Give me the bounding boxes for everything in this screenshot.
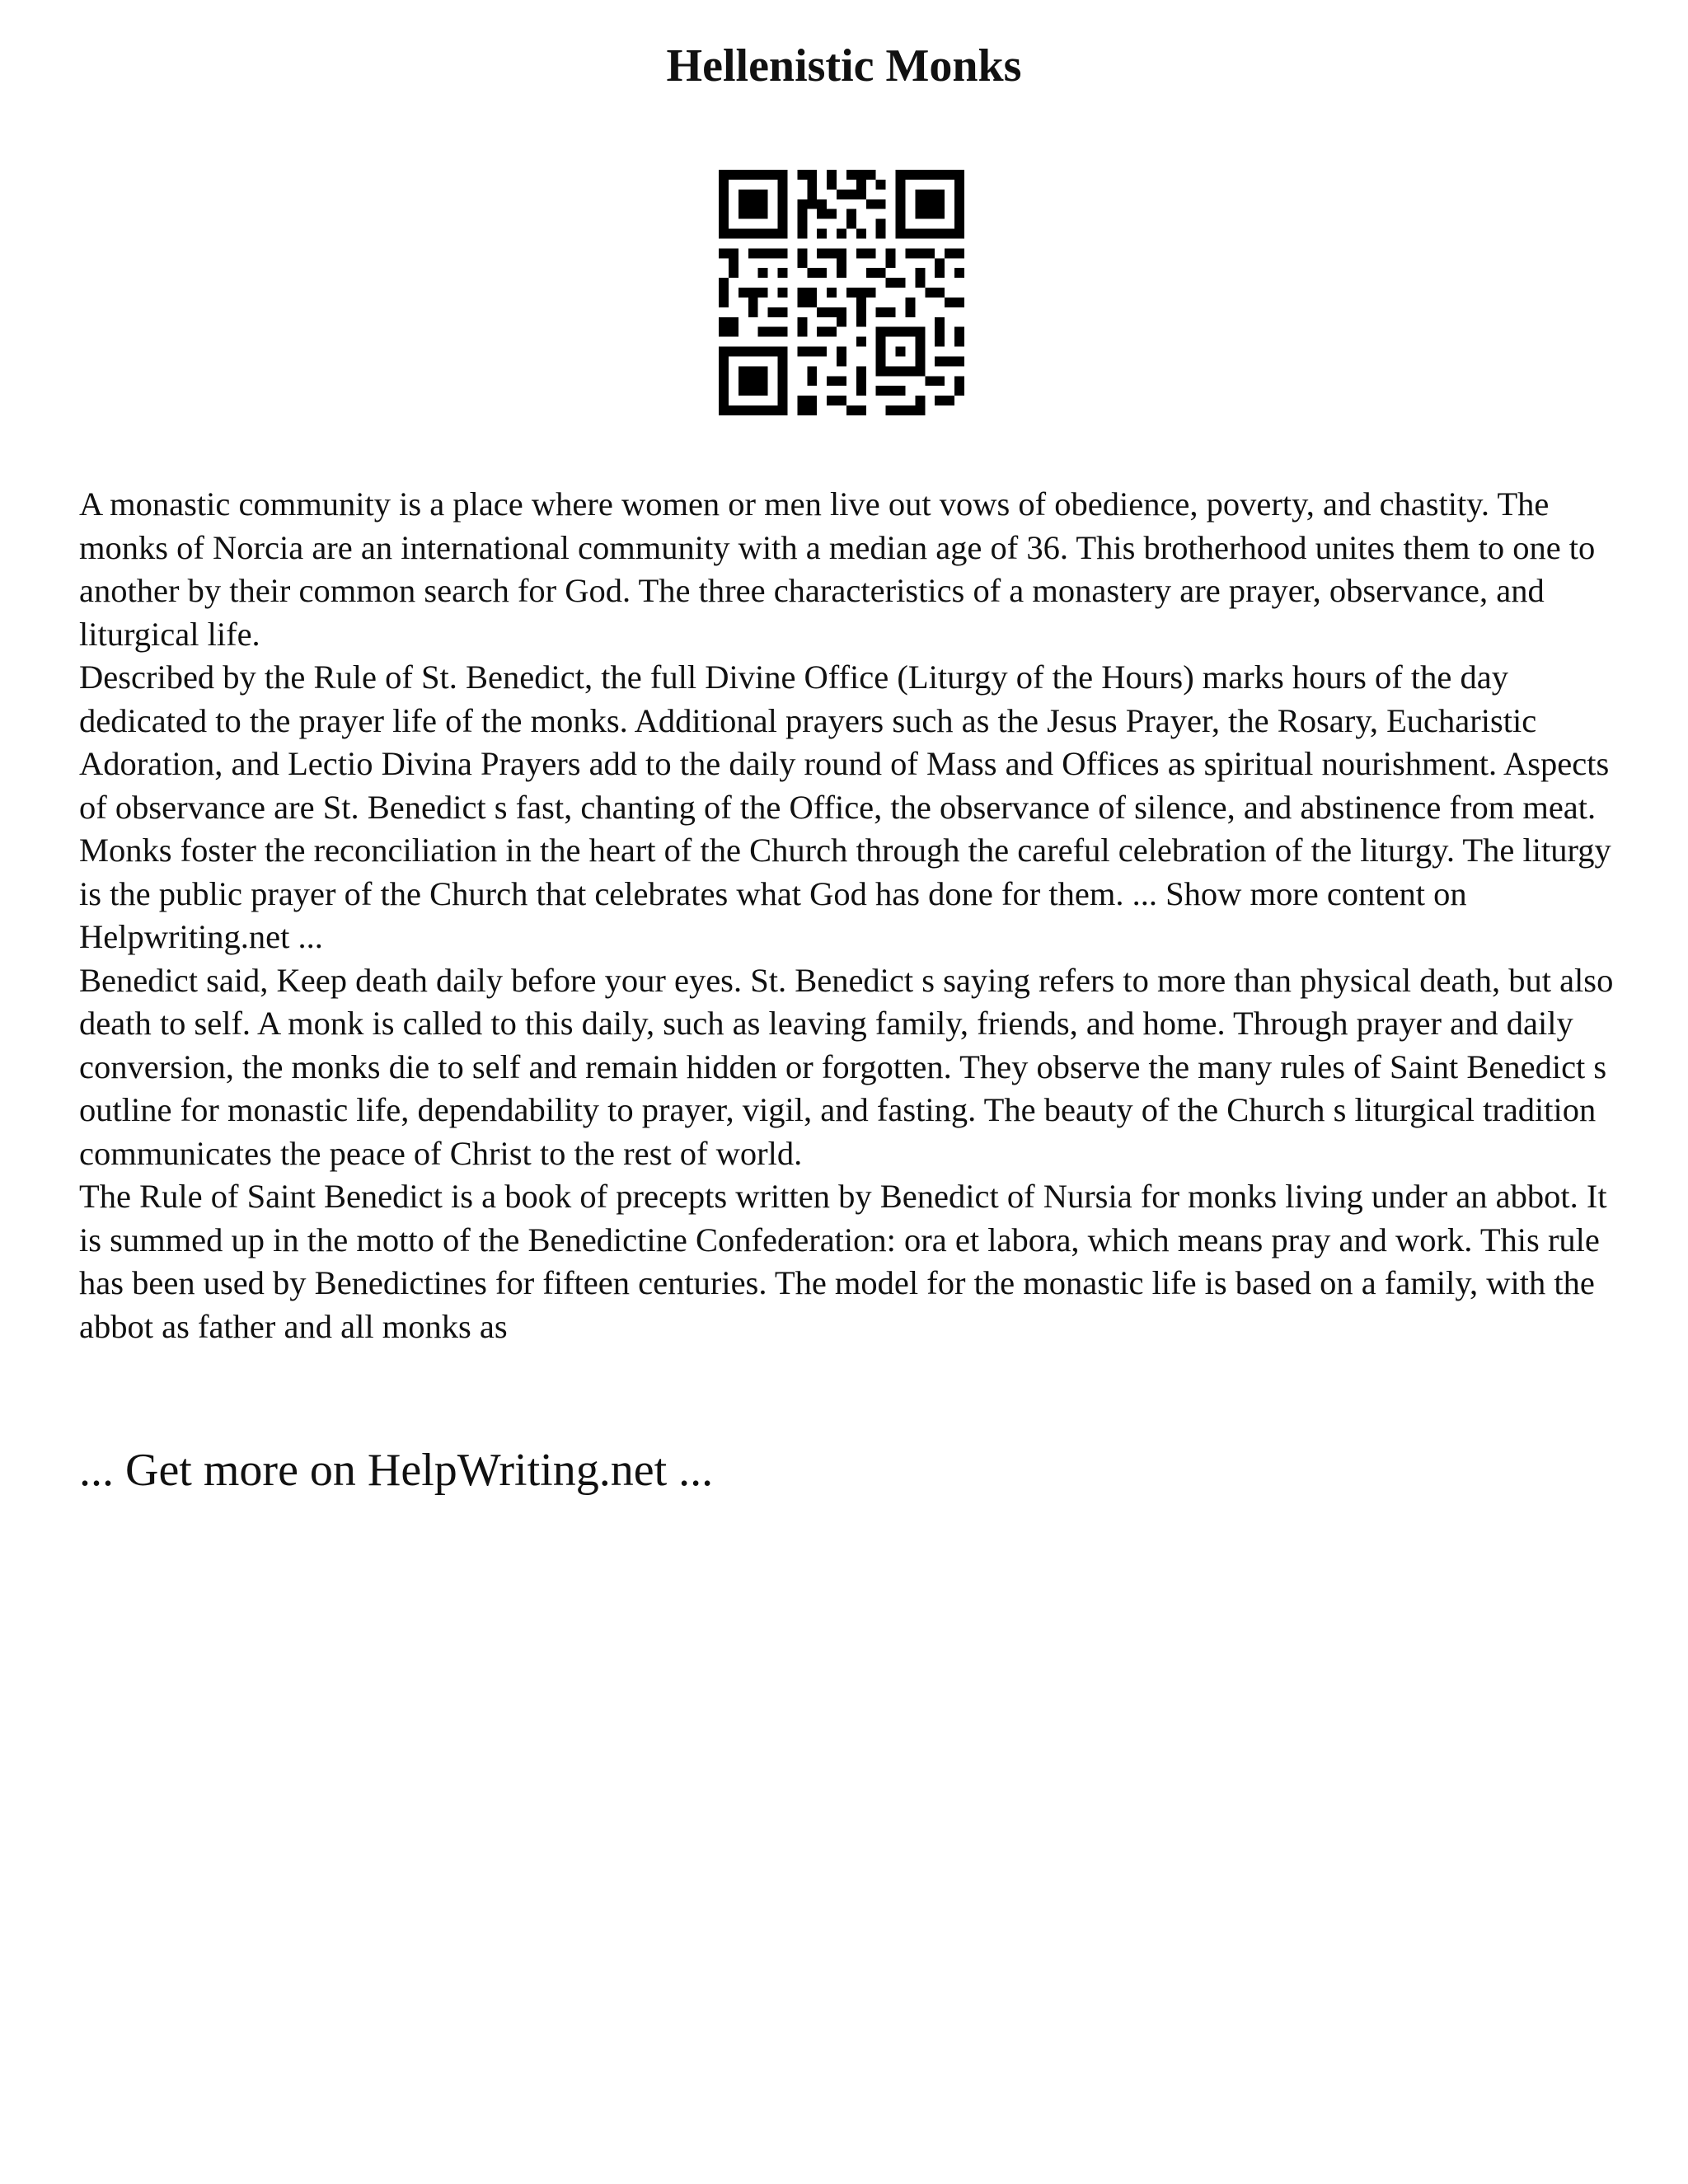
document-title: Hellenistic Monks (666, 40, 1022, 91)
paragraph: Described by the Rule of St. Benedict, the full Divine Office (Liturgy of the Hours) marks hours of the day dedicated to the prayer life of the monks. Additional prayers such as the Jesus Prayer, the Rosary, Eucharistic Adoration, and Lectio Divina Prayers add to the daily round of Mass and Offices as spiritual nourishment. Aspects of observance are St. Benedict s fast, chanting of the Office, the observance of silence, and abstinence from meat. Monks foster the reconciliation in the heart of the Church through the careful celebration of the liturgy. The liturgy is the public prayer of the Church that celebrates what God has done for them. ... Show more content on Helpwriting.net ... (79, 658, 1611, 955)
article-body (79, 483, 1620, 1348)
paragraph: Benedict said, Keep death daily before your eyes. St. Benedict s saying refers to more than physical death, but also death to self. A monk is called to this daily, such as leaving family, friends, and home. Through prayer and daily conversion, the monks die to self and remain hidden or forgotten. They observe the many rules of Saint Benedict s outline for monastic life, dependability to prayer, vigil, and fasting. The beauty of the Church s liturgical tradition communicates the peace of Christ to the rest of world. (79, 961, 1614, 1172)
paragraph: The Rule of Saint Benedict is a book of precepts written by Benedict of Nursia for monks living under an abbot. It is summed up in the motto of the Benedictine Confederation: ora et labora, which means pray and work. This rule has been used by Benedictines for fifteen centuries. The model for the monastic life is based on a family, with the abbot as father and all monks as (79, 1178, 1607, 1345)
qr-code-graphic (719, 170, 964, 415)
get-more-link[interactable]: ... Get more on HelpWriting.net ... (79, 1445, 714, 1496)
paragraph: A monastic community is a place where women or men live out vows of obedience, poverty, and chastity. The monks of Norcia are an international community with a median age of 36. This brotherhood unites them to one to another by their common search for God. The three characteristics of a monastery are prayer, observance, and liturgical life. (79, 485, 1596, 653)
qr-code[interactable] (719, 170, 964, 415)
